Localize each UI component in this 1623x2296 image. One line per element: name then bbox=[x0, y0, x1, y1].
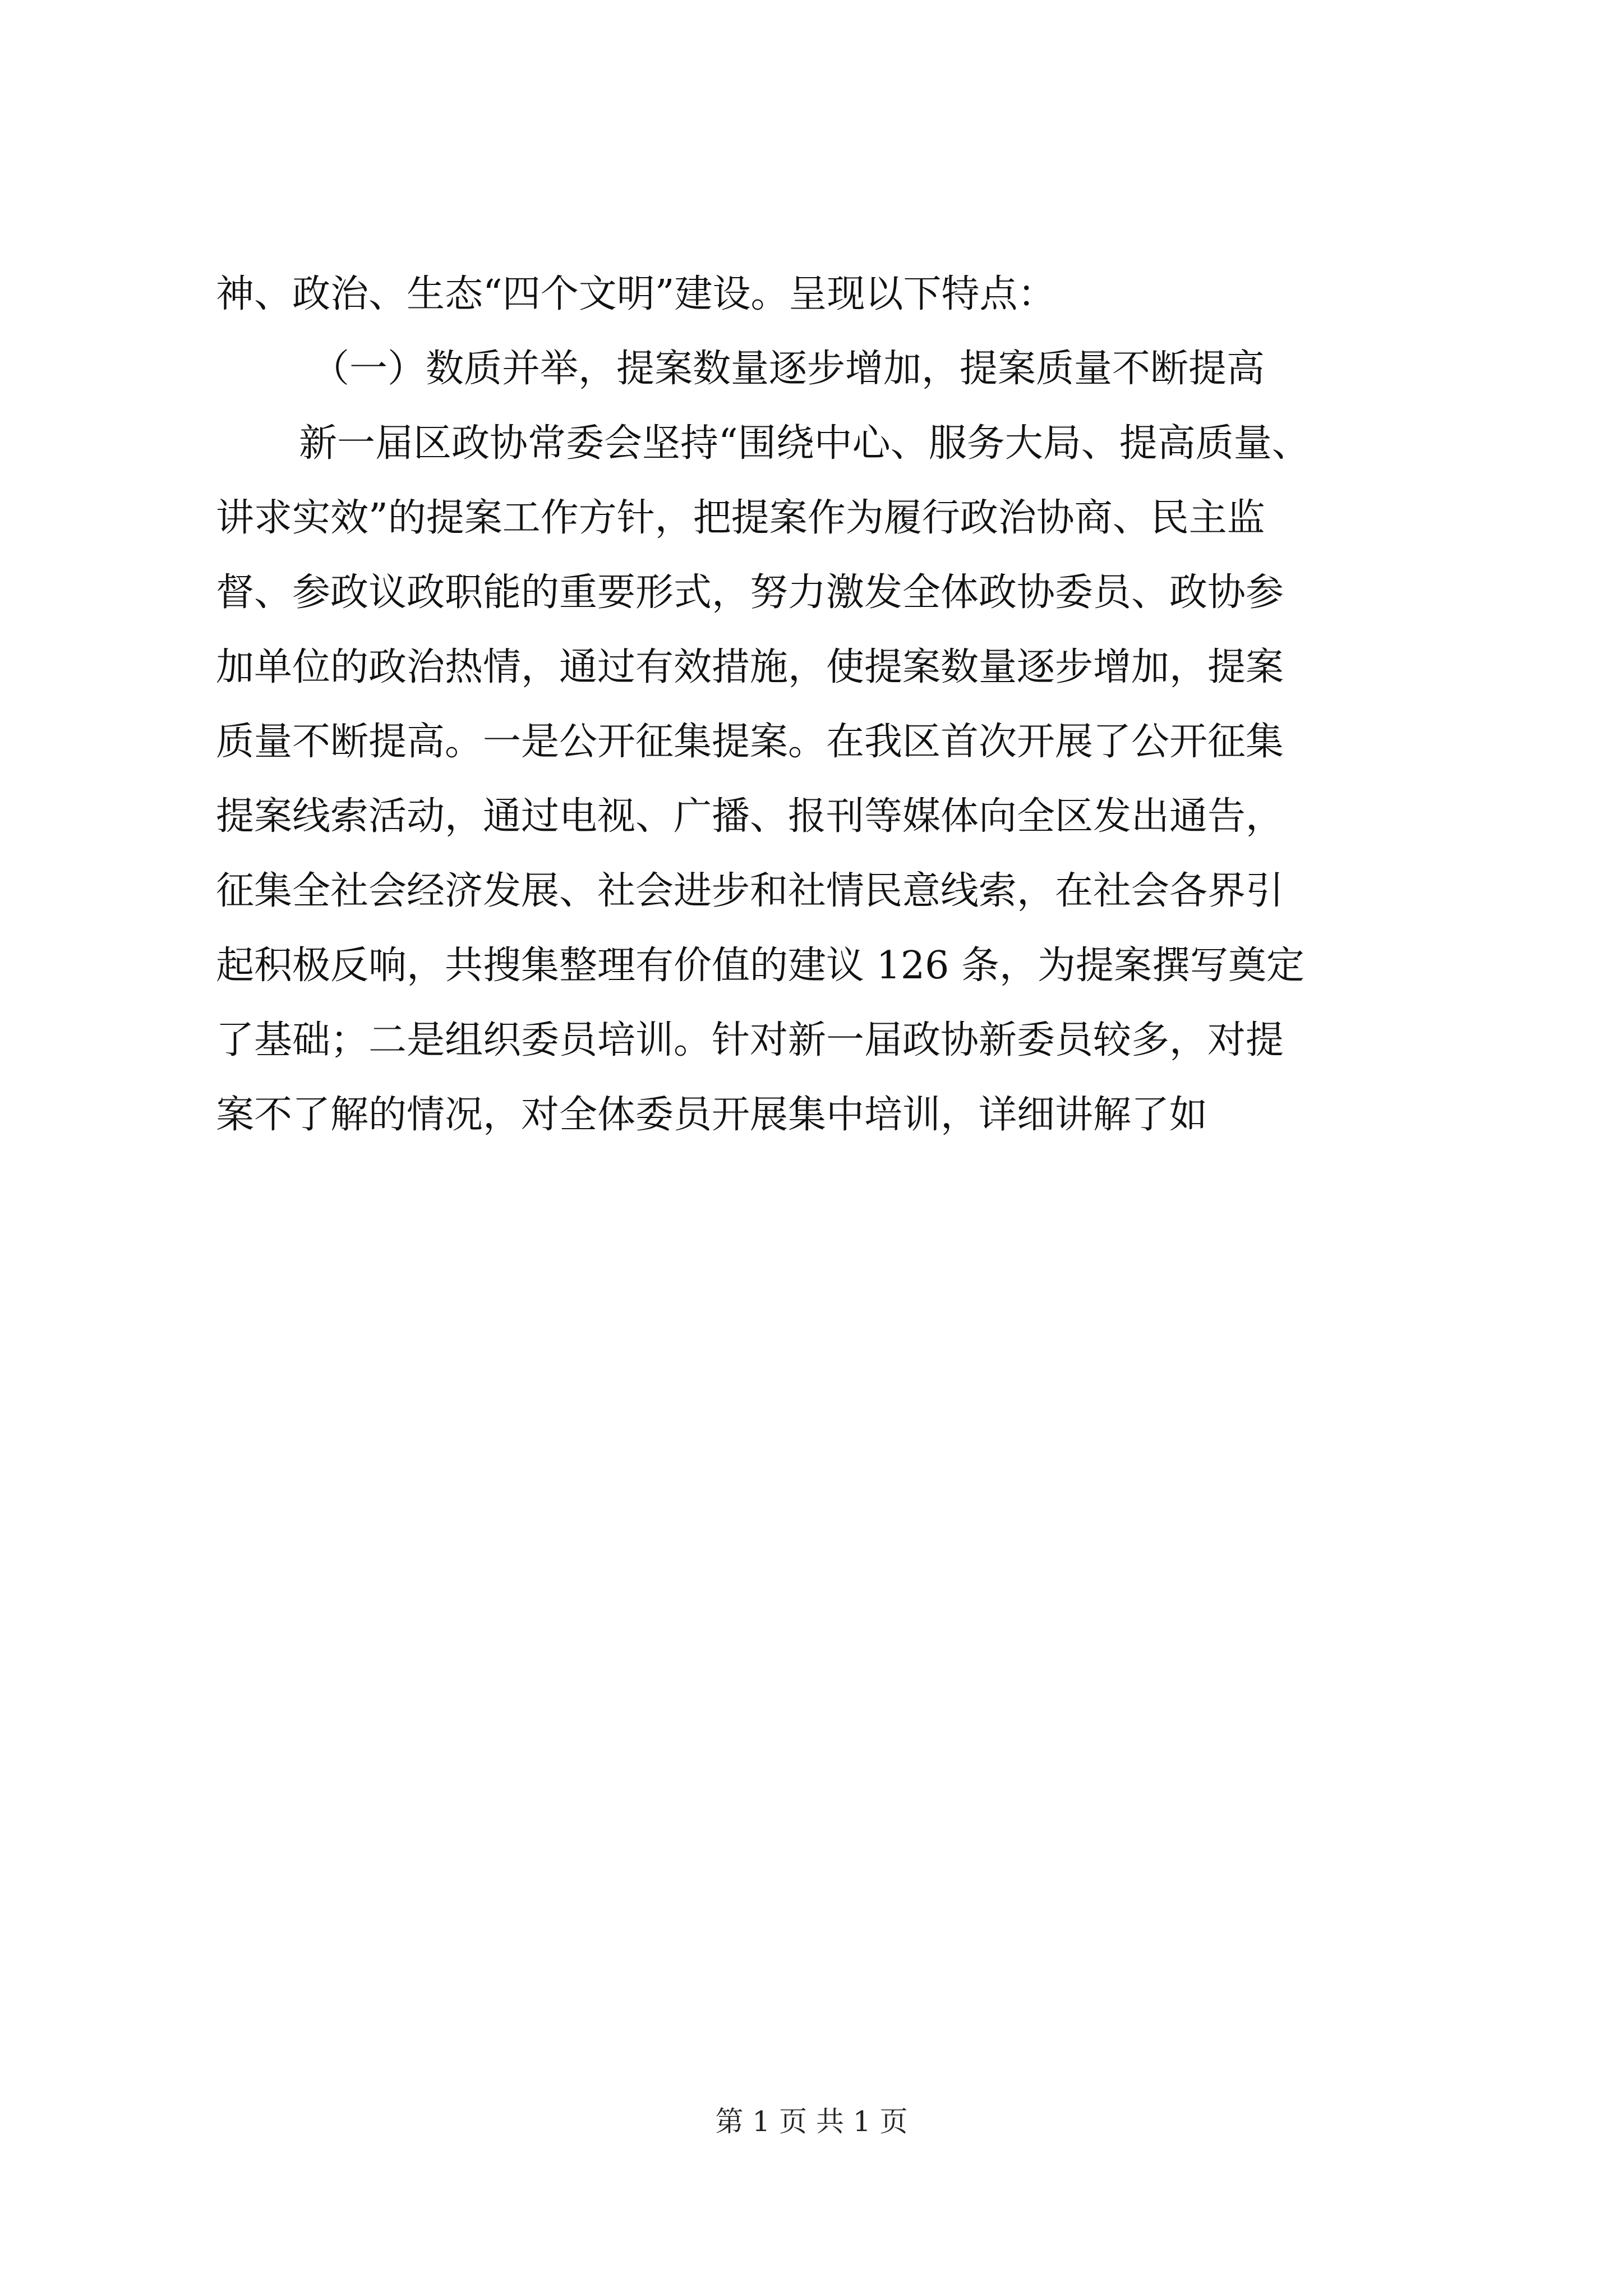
text-line: 督、参政议政职能的重要形式，努力激发全体政协委员、政协参 bbox=[216, 570, 1284, 615]
text-line: 了基础；二是组织委员培训。针对新一届政协新委员较多，对提 bbox=[216, 1018, 1284, 1062]
text-line: 案不了解的情况，对全体委员开展集中培训，详细讲解了如 bbox=[216, 1093, 1208, 1137]
text-line: 神、政治、生态“四个文明”建设。呈现以下特点： bbox=[216, 272, 1056, 316]
section-heading: （一）数质并举，提案数量逐步增加，提案质量不断提高 bbox=[311, 347, 1265, 391]
text-line: 讲求实效”的提案工作方针，把提案作为履行政治协商、民主监 bbox=[216, 496, 1265, 540]
text-line: 征集全社会经济发展、社会进步和社情民意线索，在社会各界引 bbox=[216, 869, 1284, 913]
text-line: 提案线索活动，通过电视、广播、报刊等媒体向全区发出通告， bbox=[216, 794, 1284, 839]
text-line: 加单位的政治热情，通过有效措施，使提案数量逐步增加，提案 bbox=[216, 645, 1284, 689]
text-line: 质量不断提高。一是公开征集提案。在我区首次开展了公开征集 bbox=[216, 720, 1284, 764]
page-number-footer: 第 1 页 共 1 页 bbox=[715, 2105, 908, 2138]
text-line: 起积极反响，共搜集整理有价值的建议 126 条，为提案撰写奠定 bbox=[216, 944, 1305, 988]
paragraph-first-line: 新一届区政协常委会坚持“围绕中心、服务大局、提高质量、 bbox=[299, 421, 1310, 466]
